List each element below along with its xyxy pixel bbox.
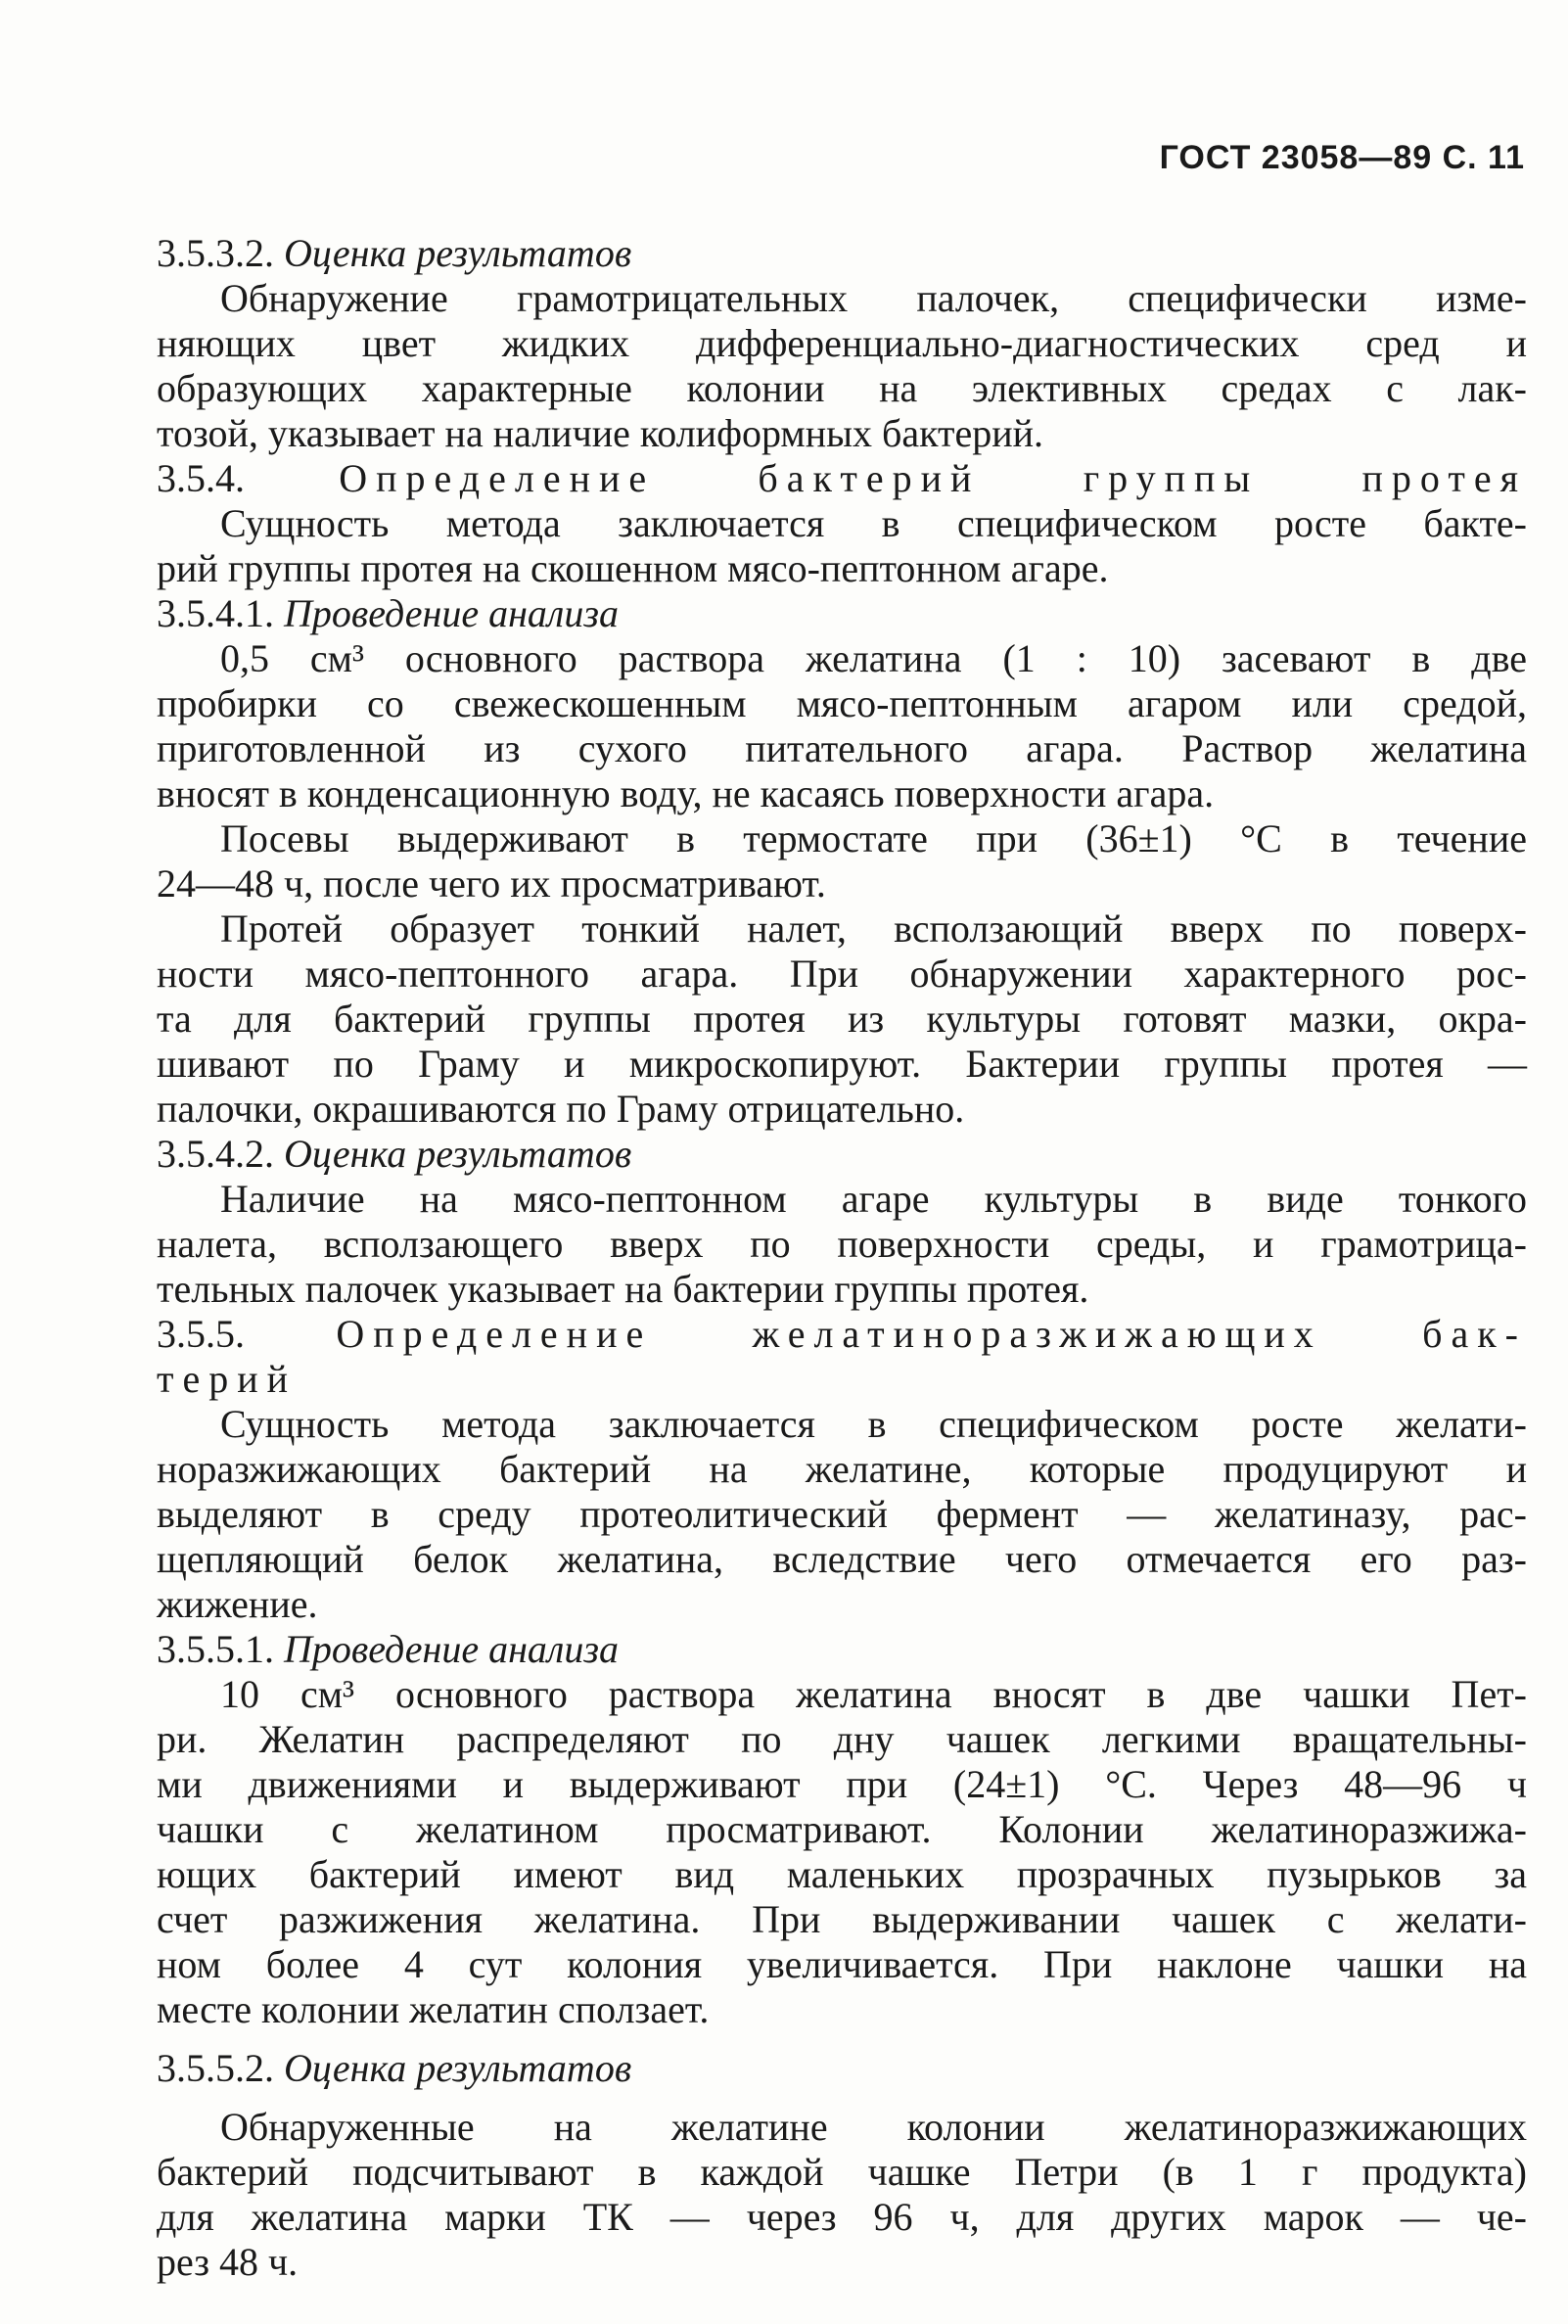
text-line: ющих бактерий имеют вид маленьких прозрачных пузырьков за bbox=[157, 1852, 1527, 1896]
text-line: няющих цвет жидких дифференциально-диагностических сред и bbox=[157, 321, 1527, 365]
text-line: Обнаруженные на желатине колонии желатиноразжижающих bbox=[220, 2105, 1527, 2149]
text-line: 24—48 ч, после чего их просматривают. bbox=[157, 861, 826, 906]
text-line: тельных палочек указывает на бактерии группы протея. bbox=[157, 1267, 1089, 1311]
text-line: ри. Желатин распределяют по дну чашек легкими вращательны- bbox=[157, 1717, 1527, 1761]
section-title: Определение бактерий группы протея bbox=[339, 456, 1528, 500]
section-heading bbox=[157, 1132, 1527, 1177]
text-line: шивают по Граму и микроскопируют. Бактерии группы протея — bbox=[157, 1042, 1527, 1086]
section-heading bbox=[157, 456, 1527, 501]
section-number: 3.5.3.2. bbox=[157, 231, 274, 275]
section-number: 3.5.5. bbox=[157, 1312, 245, 1356]
section-heading bbox=[157, 1627, 1527, 1672]
text-line: бактерий подсчитывают в каждой чашке Петри (в 1 г продукта) bbox=[157, 2150, 1527, 2194]
text-line: Сущность метода заключается в специфическом росте желати- bbox=[220, 1402, 1527, 1446]
text-line: ном более 4 сут колония увеличивается. При наклоне чашки на bbox=[157, 1942, 1527, 1986]
text-line: пробирки со свежескошенным мясо-пептонным агаром или средой, bbox=[157, 681, 1527, 725]
section-heading bbox=[157, 591, 1527, 636]
text-line: чашки с желатином просматривают. Колонии желатиноразжижа- bbox=[157, 1807, 1527, 1851]
text-line: рез 48 ч. bbox=[157, 2240, 299, 2284]
text-line: выделяют в среду протеолитический фермент — желатиназу, рас- bbox=[157, 1492, 1527, 1536]
document-body bbox=[157, 231, 1527, 2285]
text-line: вносят в конденсационную воду, не касаясь поверхности агара. bbox=[157, 771, 1215, 815]
section-title-continued: терий bbox=[157, 1357, 298, 1401]
text-line: Посевы выдерживают в термостате при (36±1) °С в течение bbox=[220, 816, 1527, 860]
text-line: приготовленной из сухого питательного агара. Раствор желатина bbox=[157, 726, 1527, 770]
text-line: для желатина марки ТК — через 96 ч, для других марок — че- bbox=[157, 2195, 1527, 2239]
text-line: рий группы протея на скошенном мясо-пептонном агаре. bbox=[157, 546, 1109, 590]
section-title: Проведение анализа bbox=[284, 591, 619, 635]
text-line: та для бактерий группы протея из культуры готовят мазки, окра- bbox=[157, 997, 1527, 1041]
text-line: 10 см³ основного раствора желатина вносят в две чашки Пет- bbox=[220, 1672, 1527, 1716]
section-heading bbox=[157, 2046, 1527, 2091]
text-line: ми движениями и выдерживают при (24±1) °С. Через 48—96 ч bbox=[157, 1762, 1527, 1806]
section-number: 3.5.4. bbox=[157, 456, 245, 500]
section-title: Проведение анализа bbox=[284, 1627, 619, 1671]
text-line: 0,5 см³ основного раствора желатина (1 : 10) засевают в две bbox=[220, 636, 1527, 680]
text-line: месте колонии желатин сползает. bbox=[157, 1987, 710, 2031]
section-title: Оценка результатов bbox=[284, 1132, 632, 1176]
page-header: ГОСТ 23058—89 С. 11 bbox=[1159, 139, 1525, 176]
text-line: жижение. bbox=[157, 1582, 318, 1626]
section-title: Определение желатиноразжижающих бак- bbox=[336, 1312, 1527, 1356]
text-line: Протей образует тонкий налет, всползающий вверх по поверх- bbox=[220, 906, 1527, 951]
section-heading bbox=[157, 1312, 1527, 1357]
text-line: Наличие на мясо-пептонном агаре культуры в виде тонкого bbox=[220, 1177, 1527, 1221]
section-number: 3.5.5.2. bbox=[157, 2046, 274, 2090]
section-number: 3.5.5.1. bbox=[157, 1627, 274, 1671]
section-title: Оценка результатов bbox=[284, 2046, 632, 2090]
text-line: тозой, указывает на наличие колиформных бактерий. bbox=[157, 411, 1044, 455]
text-line: счет разжижения желатина. При выдерживании чашек с желати- bbox=[157, 1897, 1527, 1941]
text-line: образующих характерные колонии на элективных средах с лак- bbox=[157, 366, 1527, 410]
text-line: Сущность метода заключается в специфическом росте бакте- bbox=[220, 501, 1527, 545]
spacer bbox=[157, 2032, 1527, 2046]
section-number: 3.5.4.2. bbox=[157, 1132, 274, 1176]
text-line: ности мясо-пептонного агара. При обнаружении характерного рос- bbox=[157, 952, 1527, 996]
section-heading bbox=[157, 231, 1527, 276]
spacer bbox=[157, 2091, 1527, 2105]
section-number: 3.5.4.1. bbox=[157, 591, 274, 635]
text-line: Обнаружение грамотрицательных палочек, специфически изме- bbox=[220, 276, 1527, 320]
section-title: Оценка результатов bbox=[284, 231, 632, 275]
text-line: норазжижающих бактерий на желатине, которые продуцируют и bbox=[157, 1447, 1527, 1491]
text-line: налета, всползающего вверх по поверхности среды, и грамотрица- bbox=[157, 1222, 1527, 1266]
text-line: щепляющий белок желатина, вследствие чего отмечается его раз- bbox=[157, 1537, 1527, 1581]
text-line: палочки, окрашиваются по Граму отрицательно. bbox=[157, 1087, 965, 1131]
